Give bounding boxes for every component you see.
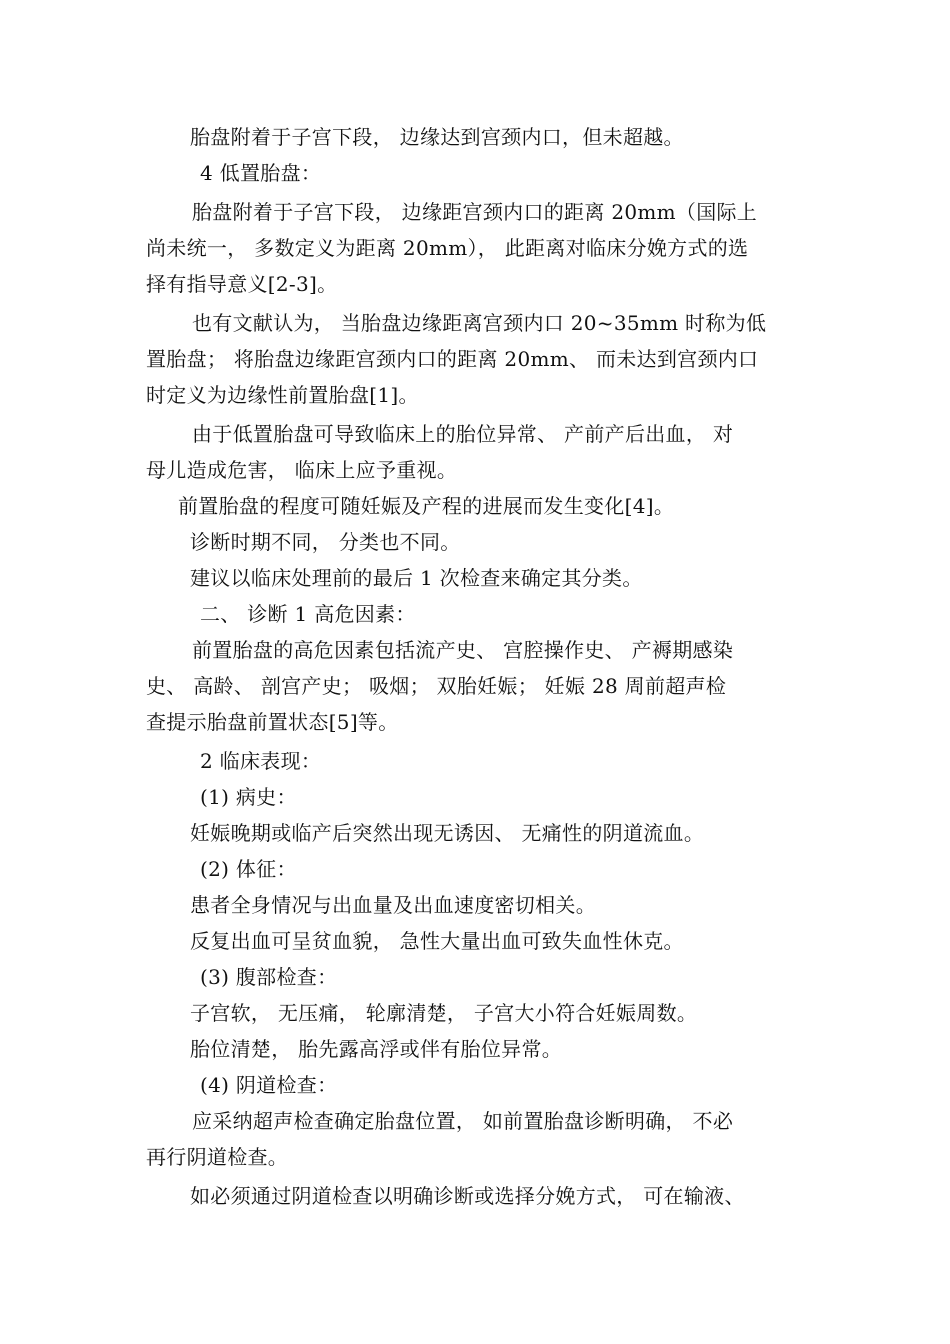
- text-line: 史、 高龄、 剖宫产史； 吸烟； 双胎妊娠； 妊娠 28 周前超声检: [146, 674, 727, 698]
- text-line: 子宫软， 无压痛， 轮廓清楚， 子宫大小符合妊娠周数。: [190, 1001, 698, 1025]
- subsection-heading: (4) 阴道检查：: [200, 1073, 338, 1097]
- text-line: 妊娠晚期或临产后突然出现无诱因、 无痛性的阴道流血。: [190, 821, 705, 845]
- text-line: 胎盘附着于子宫下段， 边缘达到宫颈内口，但未超越。: [190, 125, 684, 149]
- text-line: 择有指导意义[2-3]。: [146, 272, 338, 296]
- text-line: 应采纳超声检查确定胎盘位置， 如前置胎盘诊断明确， 不必: [192, 1109, 734, 1133]
- section-heading: 二、 诊断 1 高危因素：: [200, 602, 416, 626]
- text-line: 前置胎盘的高危因素包括流产史、 宫腔操作史、 产褥期感染: [192, 638, 734, 662]
- text-line: 置胎盘； 将胎盘边缘距宫颈内口的距离 20mm、 而未达到宫颈内口: [146, 347, 759, 371]
- text-line: 再行阴道检查。: [146, 1145, 289, 1169]
- text-line: 胎位清楚， 胎先露高浮或伴有胎位异常。: [190, 1037, 563, 1061]
- section-heading: 4 低置胎盘：: [200, 161, 322, 185]
- subsection-heading: (3) 腹部检查：: [200, 965, 338, 989]
- text-line: 查提示胎盘前置状态[5]等。: [146, 710, 399, 734]
- text-line: 建议以临床处理前的最后 1 次检查来确定其分类。: [190, 566, 643, 590]
- text-line: 患者全身情况与出血量及出血速度密切相关。: [190, 893, 596, 917]
- text-line: 尚未统一， 多数定义为距离 20mm）， 此距离对临床分娩方式的选: [146, 236, 749, 260]
- text-line: 也有文献认为， 当胎盘边缘距离宫颈内口 20~35mm 时称为低: [192, 311, 767, 335]
- subsection-heading: (1) 病史：: [200, 785, 297, 809]
- section-heading: 2 临床表现：: [200, 749, 322, 773]
- text-line: 时定义为边缘性前置胎盘[1]。: [146, 383, 419, 407]
- text-line: 母儿造成危害， 临床上应予重视。: [146, 458, 458, 482]
- text-line: 胎盘附着于子宫下段， 边缘距宫颈内口的距离 20mm（国际上: [192, 200, 758, 224]
- text-line: 由于低置胎盘可导致临床上的胎位异常、 产前产后出血， 对: [192, 422, 734, 446]
- subsection-heading: (2) 体征：: [200, 857, 297, 881]
- text-line: 前置胎盘的程度可随妊娠及产程的进展而发生变化[4]。: [178, 494, 675, 518]
- text-line: 诊断时期不同， 分类也不同。: [190, 530, 461, 554]
- text-line: 如必须通过阴道检查以明确诊断或选择分娩方式， 可在输液、: [190, 1184, 745, 1208]
- text-line: 反复出血可呈贫血貌， 急性大量出血可致失血性休克。: [190, 929, 684, 953]
